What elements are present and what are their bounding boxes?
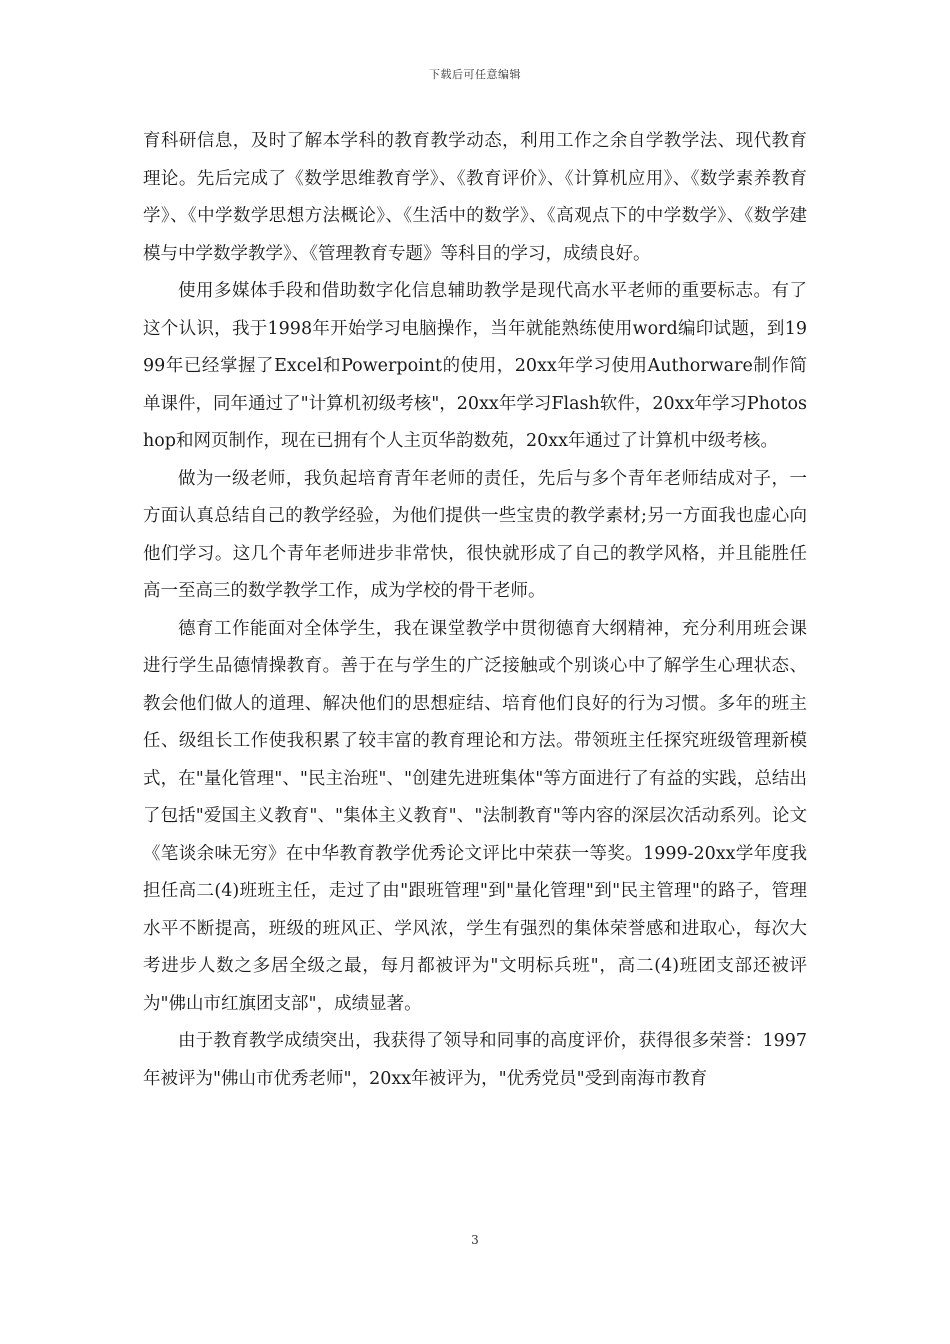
paragraph-honors: 由于教育教学成绩突出，我获得了领导和同事的高度评价，获得很多荣誉：1997年被评为"佛山市优秀老师"，20xx年被评为，"优秀党员"受到南海市教育 bbox=[143, 1031, 807, 1089]
paragraph-multimedia: 使用多媒体手段和借助数字化信息辅助教学是现代高水平老师的重要标志。有了这个认识，我于1998年开始学习电脑操作，当年就能熟练使用word编印试题，到1999年已经掌握了Excel和Powerpoint的使用，20xx年学习使用Authorware制作简单课件，同年通过了"计算机初级考核"，20xx年学习Flash软件，20xx年学习Photoshop和网页制作，现在已拥有个人主页华韵数苑，20xx年通过了计算机中级考核。 bbox=[143, 281, 807, 451]
paragraph-moral-education: 德育工作能面对全体学生，我在课堂教学中贯彻德育大纲精神，充分利用班会课进行学生品德情操教育。善于在与学生的广泛接触或个别谈心中了解学生心理状态、教会他们做人的道理、解决他们的思想症结、培育他们良好的行为习惯。多年的班主任、级组长工作使我积累了较丰富的教育理论和方法。带领班主任探究班级管理新模式，在"量化管理"、"民主治班"、"创建先进班集体"等方面进行了有益的实践，总结出了包括"爱国主义教育"、"集体主义教育"、"法制教育"等内容的深层次活动系列。论文《笔谈余味无穷》在中华教育教学优秀论文评比中荣获一等奖。1999-20xx学年度我担任高二(4)班班主任，走过了由"跟班管理"到"量化管理"到"民主管理"的路子，管理水平不断提高，班级的班风正、学风浓，学生有强烈的集体荣誉感和进取心，每次大考进步人数之多居全级之最，每月都被评为"文明标兵班"，高二(4)班团支部还被评为"佛山市红旗团支部"，成绩显著。 bbox=[143, 618, 807, 1014]
paragraph-continued: 育科研信息，及时了解本学科的教育教学动态，利用工作之余自学教学法、现代教育理论。先后完成了《数学思维教育学》、《教育评价》、《计算机应用》、《数学素养教育学》、《中学数学思想方法概论》、《生活中的数学》、《高观点下的中学数学》、《数学建模与中学数学教学》、《管理教育专题》等科目的学习，成绩良好。 bbox=[143, 131, 807, 264]
page-header: 下载后可任意编辑 bbox=[429, 68, 521, 81]
document-body bbox=[143, 123, 807, 1098]
paragraph-mentoring: 做为一级老师，我负起培育青年老师的责任，先后与多个青年老师结成对子，一方面认真总结自己的教学经验，为他们提供一些宝贵的教学素材;另一方面我也虚心向他们学习。这几个青年老师进步非常快，很快就形成了自己的教学风格，并且能胜任高一至高三的数学教学工作，成为学校的骨干老师。 bbox=[143, 468, 807, 601]
page-number: 3 bbox=[471, 1233, 479, 1247]
